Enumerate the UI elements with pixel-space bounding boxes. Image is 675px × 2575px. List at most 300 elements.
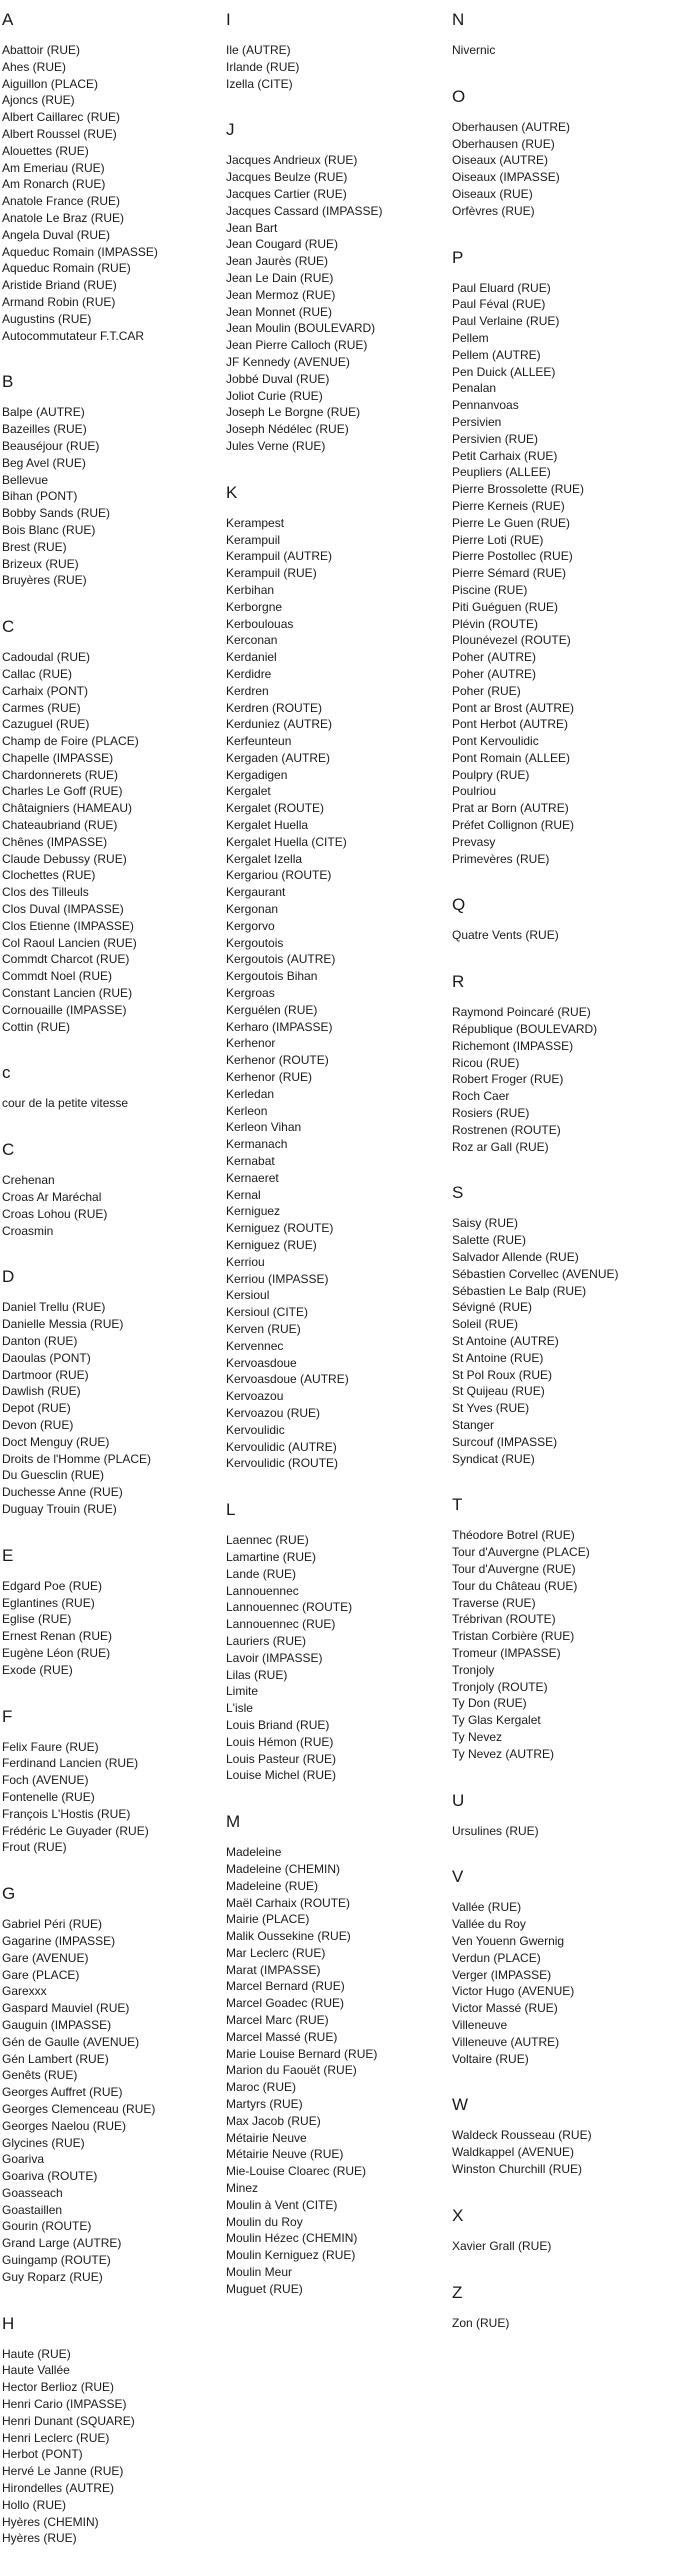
street-entry[interactable]: Jean Bart (226, 220, 278, 235)
street-entry[interactable]: Kerdaniel (226, 650, 277, 665)
street-entry[interactable]: Du Guesclin (RUE) (2, 1468, 105, 1483)
street-entry[interactable]: Herbot (PONT) (2, 2447, 83, 2462)
street-entry[interactable]: Kervennec (226, 1338, 284, 1353)
street-entry[interactable]: Hollo (RUE) (2, 2497, 67, 2512)
street-entry[interactable]: Joseph Le Borgne (RUE) (226, 405, 361, 420)
street-entry[interactable]: Kerdren (ROUTE) (226, 700, 323, 715)
street-entry[interactable]: Kervoazou (RUE) (226, 1405, 321, 1420)
street-entry[interactable]: Aiguillon (PLACE) (2, 76, 99, 91)
street-entry[interactable]: Soleil (RUE) (452, 1317, 519, 1332)
street-entry[interactable]: Beg Avel (RUE) (2, 455, 86, 470)
street-entry[interactable]: Jean Le Dain (RUE) (226, 270, 334, 285)
street-entry[interactable]: St Antoine (AUTRE) (452, 1334, 559, 1349)
street-entry[interactable]: Syndicat (RUE) (452, 1451, 535, 1466)
street-entry[interactable]: Kerampuil (AUTRE) (226, 549, 333, 564)
street-entry[interactable]: Lilas (RUE) (226, 1667, 288, 1682)
street-entry[interactable]: Oiseaux (AUTRE) (452, 153, 549, 168)
street-entry[interactable]: Fontenelle (RUE) (2, 1789, 95, 1804)
street-entry[interactable]: Henri Leclerc (RUE) (2, 2430, 110, 2445)
street-entry[interactable]: Xavier Grall (RUE) (452, 2238, 552, 2253)
street-entry[interactable]: Autocommutateur F.T.CAR (2, 328, 145, 343)
street-entry[interactable]: Kerniguez (RUE) (226, 1238, 317, 1252)
street-entry[interactable]: Brizeux (RUE) (2, 556, 79, 571)
street-entry[interactable]: Persivien (452, 414, 502, 429)
street-entry[interactable]: Pen Duick (ALLEE) (452, 364, 556, 379)
street-entry[interactable]: Victor Massé (RUE) (452, 2001, 558, 2016)
street-entry[interactable]: Albert Roussel (RUE) (2, 126, 117, 141)
street-entry[interactable]: Glycines (RUE) (2, 2135, 85, 2150)
street-entry[interactable]: Georges Clemenceau (RUE) (2, 2101, 156, 2116)
street-entry[interactable]: Bazeilles (RUE) (2, 422, 87, 437)
street-entry[interactable]: Moulin du Roy (226, 2214, 303, 2229)
street-entry[interactable]: Surcouf (IMPASSE) (452, 1434, 558, 1449)
street-entry[interactable]: Kergoutois (AUTRE) (226, 952, 336, 967)
street-entry[interactable]: Balpe (AUTRE) (2, 405, 85, 420)
street-entry[interactable]: Joliot Curie (RUE) (226, 388, 323, 403)
street-entry[interactable]: Moulin Hézec (CHEMIN) (226, 2231, 358, 2246)
street-entry[interactable]: Kerampuil (226, 532, 281, 547)
street-entry[interactable]: Charles Le Goff (RUE) (2, 784, 123, 799)
street-entry[interactable]: Kergonan (226, 902, 279, 917)
street-entry[interactable]: Villeneuve (AUTRE) (452, 2034, 560, 2049)
street-entry[interactable]: Kerharo (IMPASSE) (226, 1019, 333, 1034)
street-entry[interactable]: St Pol Roux (RUE) (452, 1367, 553, 1382)
street-entry[interactable]: Doct Menguy (RUE) (2, 1434, 110, 1449)
street-entry[interactable]: Daniel Trellu (RUE) (2, 1300, 106, 1315)
street-entry[interactable]: Foch (AVENUE) (2, 1773, 89, 1788)
street-entry[interactable]: Paul Verlaine (RUE) (452, 314, 560, 329)
street-entry[interactable]: Georges Auffret (RUE) (2, 2085, 123, 2100)
street-entry[interactable]: Kervoasdoue (226, 1355, 297, 1370)
street-entry[interactable]: Col Raoul Lancien (RUE) (2, 935, 137, 950)
street-entry[interactable]: Lamartine (RUE) (226, 1549, 317, 1564)
street-entry[interactable]: Jean Cougard (RUE) (226, 237, 339, 252)
street-entry[interactable]: Moulin à Vent (CITE) (226, 2197, 338, 2212)
street-entry[interactable]: L'isle (226, 1701, 253, 1716)
street-entry[interactable]: Ursulines (RUE) (452, 1823, 539, 1838)
street-entry[interactable]: Paul Féval (RUE) (452, 297, 546, 312)
street-entry[interactable]: Pierre Postollec (RUE) (452, 549, 573, 564)
street-entry[interactable]: Kerbihan (226, 582, 275, 597)
street-entry[interactable]: Carhaix (PONT) (2, 683, 89, 698)
street-entry[interactable]: Kermanach (226, 1137, 288, 1152)
street-entry[interactable]: Moulin Kerniguez (RUE) (226, 2248, 356, 2263)
street-entry[interactable]: Jean Jaurès (RUE) (226, 254, 329, 269)
street-entry[interactable]: Oiseaux (RUE) (452, 186, 533, 201)
street-entry[interactable]: Pont ar Brost (AUTRE) (452, 700, 575, 715)
street-entry[interactable]: Pierre Kerneis (RUE) (452, 498, 565, 513)
street-entry[interactable]: Oiseaux (IMPASSE) (452, 170, 560, 185)
street-entry[interactable]: Vallée du Roy (452, 1917, 526, 1932)
street-entry[interactable]: Lannouennec (226, 1583, 299, 1598)
street-entry[interactable]: Gare (PLACE) (2, 1967, 80, 1982)
street-entry[interactable]: Callac (RUE) (2, 666, 73, 681)
street-entry[interactable]: Tristan Corbière (RUE) (452, 1629, 575, 1644)
street-entry[interactable]: Max Jacob (RUE) (226, 2113, 321, 2128)
street-entry[interactable]: Louis Pasteur (RUE) (226, 1751, 337, 1766)
street-entry[interactable]: Eglantines (RUE) (2, 1595, 95, 1610)
street-entry[interactable]: Exode (RUE) (2, 1662, 73, 1677)
street-entry[interactable]: Sébastien Le Balp (RUE) (452, 1283, 587, 1298)
street-entry[interactable]: Tour du Château (RUE) (452, 1578, 578, 1593)
street-entry[interactable]: Châtaigniers (HAMEAU) (2, 801, 133, 816)
street-entry[interactable]: Henri Dunant (SQUARE) (2, 2413, 135, 2428)
street-entry[interactable]: Kerconan (226, 633, 278, 648)
street-entry[interactable]: Métairie Neuve (226, 2130, 307, 2145)
street-entry[interactable]: Pont Romain (ALLEE) (452, 750, 571, 765)
street-entry[interactable]: Louis Briand (RUE) (226, 1717, 330, 1732)
street-entry[interactable]: Jules Verne (RUE) (226, 438, 326, 453)
street-entry[interactable]: Kergalet (226, 784, 271, 799)
street-entry[interactable]: Ty Nevez (AUTRE) (452, 1746, 555, 1761)
street-entry[interactable]: Moulin Meur (226, 2265, 293, 2280)
street-entry[interactable]: Bobby Sands (RUE) (2, 506, 111, 521)
street-entry[interactable]: Roch Caer (452, 1089, 510, 1104)
street-entry[interactable]: Roz ar Gall (RUE) (452, 1139, 549, 1154)
street-entry[interactable]: Carmes (RUE) (2, 700, 81, 715)
street-entry[interactable]: Gén Lambert (RUE) (2, 2051, 109, 2066)
street-entry[interactable]: Alouettes (RUE) (2, 143, 89, 158)
street-entry[interactable]: Kergorvo (226, 918, 275, 933)
street-entry[interactable]: Cadoudal (RUE) (2, 650, 91, 665)
street-entry[interactable]: Madeleine (CHEMIN) (226, 1861, 341, 1876)
street-entry[interactable]: Kergroas (226, 986, 275, 1001)
street-entry[interactable]: Kerhenor (226, 1036, 276, 1051)
street-entry[interactable]: Croas Lohou (RUE) (2, 1206, 108, 1221)
street-entry[interactable]: Jobbé Duval (RUE) (226, 371, 330, 386)
street-entry[interactable]: Kerleon (226, 1103, 268, 1118)
street-entry[interactable]: Kerampuil (RUE) (226, 566, 317, 581)
street-entry[interactable]: Oberhausen (RUE) (452, 136, 555, 151)
street-entry[interactable]: Mie-Louise Cloarec (RUE) (226, 2164, 367, 2179)
street-entry[interactable]: Croas Ar Maréchal (2, 1190, 102, 1205)
street-entry[interactable]: Tour d'Auvergne (PLACE) (452, 1545, 590, 1560)
street-entry[interactable]: Dawlish (RUE) (2, 1384, 81, 1399)
street-entry[interactable]: Kervoulidic (ROUTE) (226, 1456, 339, 1471)
street-entry[interactable]: Primevères (RUE) (452, 851, 550, 866)
street-entry[interactable]: Kergadigen (226, 767, 288, 782)
street-entry[interactable]: Pellem (452, 330, 489, 345)
street-entry[interactable]: Muguet (RUE) (226, 2281, 303, 2296)
street-entry[interactable]: Winston Churchill (RUE) (452, 2161, 583, 2176)
street-entry[interactable]: Kerledan (226, 1086, 275, 1101)
street-entry[interactable]: Brest (RUE) (2, 539, 67, 554)
street-entry[interactable]: Gagarine (IMPASSE) (2, 1933, 116, 1948)
street-entry[interactable]: Kergariou (ROUTE) (226, 868, 332, 883)
street-entry[interactable]: Aqueduc Romain (IMPASSE) (2, 244, 158, 259)
street-entry[interactable]: Kergalet Huella (CITE) (226, 834, 347, 849)
street-entry[interactable]: Lannouennec (ROUTE) (226, 1600, 353, 1615)
street-entry[interactable]: Pierre Le Guen (RUE) (452, 515, 571, 530)
street-entry[interactable]: Waldkappel (AVENUE) (452, 2145, 575, 2160)
street-entry[interactable]: Guy Roparz (RUE) (2, 2269, 103, 2284)
street-entry[interactable]: Trébrivan (ROUTE) (452, 1612, 556, 1627)
street-entry[interactable]: Ferdinand Lancien (RUE) (2, 1756, 139, 1771)
street-entry[interactable]: Ty Don (RUE) (452, 1696, 527, 1711)
street-entry[interactable]: Gén de Gaulle (AVENUE) (2, 2034, 140, 2049)
street-entry[interactable]: Clochettes (RUE) (2, 868, 96, 883)
street-entry[interactable]: Sébastien Corvellec (AVENUE) (452, 1266, 619, 1281)
street-entry[interactable]: Waldeck Rousseau (RUE) (452, 2128, 592, 2143)
street-entry[interactable]: Marion du Faouët (RUE) (226, 2063, 357, 2078)
street-entry[interactable]: Nivernic (452, 43, 496, 57)
street-entry[interactable]: Duchesse Anne (RUE) (2, 1485, 123, 1500)
street-entry[interactable]: Garexxx (2, 1984, 47, 1999)
street-entry[interactable]: Vallée (RUE) (452, 1900, 522, 1915)
street-entry[interactable]: Frout (RUE) (2, 1840, 67, 1855)
street-entry[interactable]: Constant Lancien (RUE) (2, 986, 133, 1001)
street-entry[interactable]: Cazuguel (RUE) (2, 717, 90, 732)
street-entry[interactable]: Chardonnerets (RUE) (2, 767, 119, 782)
street-entry[interactable]: Jean Pierre Calloch (RUE) (226, 338, 368, 353)
street-entry[interactable]: Commdt Charcot (RUE) (2, 952, 130, 967)
street-entry[interactable]: Bois Blanc (RUE) (2, 522, 96, 537)
street-entry[interactable]: Ile (AUTRE) (226, 43, 291, 57)
street-entry[interactable]: Ahes (RUE) (2, 59, 67, 74)
street-entry[interactable]: Pierre Loti (RUE) (452, 532, 544, 547)
street-entry[interactable]: Kerdren (226, 683, 269, 698)
street-entry[interactable]: Bruyères (RUE) (2, 573, 87, 588)
street-entry[interactable]: Depot (RUE) (2, 1401, 71, 1416)
street-entry[interactable]: République (BOULEVARD) (452, 1022, 598, 1037)
street-entry[interactable]: Kerleon Vihan (226, 1120, 302, 1135)
street-entry[interactable]: Kernabat (226, 1154, 275, 1169)
street-entry[interactable]: Hervé Le Janne (RUE) (2, 2464, 124, 2479)
street-entry[interactable]: Jacques Andrieux (RUE) (226, 153, 358, 168)
street-entry[interactable]: Gaspard Mauviel (RUE) (2, 2001, 130, 2016)
street-entry[interactable]: Verger (IMPASSE) (452, 1967, 552, 1982)
street-entry[interactable]: Albert Caillarec (RUE) (2, 110, 121, 125)
street-entry[interactable]: cour de la petite vitesse (2, 1096, 129, 1111)
street-entry[interactable]: Préfet Collignon (RUE) (452, 818, 575, 833)
street-entry[interactable]: Jean Mermoz (RUE) (226, 287, 336, 302)
street-entry[interactable]: Frédéric Le Guyader (RUE) (2, 1823, 149, 1838)
street-entry[interactable]: Rosiers (RUE) (452, 1106, 530, 1121)
street-entry[interactable]: Kersioul (226, 1288, 270, 1303)
street-entry[interactable]: Angela Duval (RUE) (2, 227, 111, 242)
street-entry[interactable]: Tronjoly (ROUTE) (452, 1679, 548, 1694)
street-entry[interactable]: Aristide Briand (RUE) (2, 278, 117, 293)
street-entry[interactable]: Kerdidre (226, 666, 272, 681)
street-entry[interactable]: Martyrs (RUE) (226, 2097, 303, 2112)
street-entry[interactable]: Dartmoor (RUE) (2, 1367, 89, 1382)
street-entry[interactable]: Am Emeriau (RUE) (2, 160, 105, 175)
street-entry[interactable]: Quatre Vents (RUE) (452, 928, 559, 943)
street-entry[interactable]: Pierre Brossolette (RUE) (452, 482, 585, 497)
street-entry[interactable]: Laennec (RUE) (226, 1533, 309, 1548)
street-entry[interactable]: Lauriers (RUE) (226, 1633, 307, 1648)
street-entry[interactable]: François L'Hostis (RUE) (2, 1806, 131, 1821)
street-entry[interactable]: Stanger (452, 1418, 495, 1432)
street-entry[interactable]: Kergalet Izella (226, 851, 303, 866)
street-entry[interactable]: Duguay Trouin (RUE) (2, 1501, 117, 1516)
street-entry[interactable]: Victor Hugo (AVENUE) (452, 1984, 575, 1999)
street-entry[interactable]: Poher (RUE) (452, 683, 521, 698)
street-entry[interactable]: Danielle Messia (RUE) (2, 1317, 124, 1332)
street-entry[interactable]: Daoulas (PONT) (2, 1350, 91, 1365)
street-entry[interactable]: Verdun (PLACE) (452, 1950, 541, 1965)
street-entry[interactable]: Tromeur (IMPASSE) (452, 1645, 561, 1660)
street-entry[interactable]: Tour d'Auvergne (RUE) (452, 1561, 576, 1576)
street-entry[interactable]: Ricou (RUE) (452, 1055, 520, 1070)
street-entry[interactable]: Lannouennec (RUE) (226, 1617, 336, 1632)
street-entry[interactable]: Kergaden (AUTRE) (226, 750, 331, 765)
street-entry[interactable]: Marcel Marc (RUE) (226, 2013, 329, 2028)
street-entry[interactable]: Grand Large (AUTRE) (2, 2236, 122, 2251)
street-entry[interactable]: Marcel Massé (RUE) (226, 2029, 338, 2044)
street-entry[interactable]: Izella (CITE) (226, 76, 293, 91)
street-entry[interactable]: Haute (RUE) (2, 2346, 71, 2361)
street-entry[interactable]: Irlande (RUE) (226, 59, 300, 74)
street-entry[interactable]: Goastaillen (2, 2202, 63, 2217)
street-entry[interactable]: Droits de l'Homme (PLACE) (2, 1451, 151, 1466)
street-entry[interactable]: Kergoutois (226, 935, 284, 950)
street-entry[interactable]: Beauséjour (RUE) (2, 438, 100, 453)
street-entry[interactable]: Pont Herbot (AUTRE) (452, 717, 569, 732)
street-entry[interactable]: Limite (226, 1684, 259, 1699)
street-entry[interactable]: Poher (AUTRE) (452, 666, 537, 681)
street-entry[interactable]: Hirondelles (AUTRE) (2, 2481, 115, 2496)
street-entry[interactable]: Mar Leclerc (RUE) (226, 1945, 326, 1960)
street-entry[interactable]: Jean Moulin (BOULEVARD) (226, 321, 376, 336)
street-entry[interactable]: Ty Nevez (452, 1729, 503, 1744)
street-entry[interactable]: Madeleine (RUE) (226, 1878, 319, 1893)
street-entry[interactable]: Hyères (RUE) (2, 2531, 77, 2546)
street-entry[interactable]: Maël Carhaix (ROUTE) (226, 1895, 351, 1910)
street-entry[interactable]: Plévin (ROUTE) (452, 616, 539, 631)
street-entry[interactable]: Penalan (452, 381, 497, 396)
street-entry[interactable]: Marcel Goadec (RUE) (226, 1996, 345, 2011)
street-entry[interactable]: Kerriou (226, 1254, 265, 1269)
street-entry[interactable]: Ajoncs (RUE) (2, 93, 75, 108)
street-entry[interactable]: St Antoine (RUE) (452, 1350, 544, 1365)
street-entry[interactable]: Cornouaille (IMPASSE) (2, 1002, 127, 1017)
street-entry[interactable]: Goariva (2, 2152, 45, 2167)
street-entry[interactable]: Anatole Le Braz (RUE) (2, 210, 125, 225)
street-entry[interactable]: Kergalet (ROUTE) (226, 801, 325, 816)
street-entry[interactable]: Poher (AUTRE) (452, 650, 537, 665)
street-entry[interactable]: Malik Oussekine (RUE) (226, 1929, 351, 1944)
street-entry[interactable]: Kergalet Huella (226, 818, 309, 833)
street-entry[interactable]: Poulriou (452, 784, 497, 799)
street-entry[interactable]: Kervoasdoue (AUTRE) (226, 1372, 349, 1387)
street-entry[interactable]: Marat (IMPASSE) (226, 1962, 321, 1977)
street-entry[interactable]: Cottin (RUE) (2, 1019, 71, 1034)
street-entry[interactable]: Plounévezel (ROUTE) (452, 633, 571, 648)
street-entry[interactable]: Pellem (AUTRE) (452, 347, 541, 362)
street-entry[interactable]: Guingamp (ROUTE) (2, 2253, 111, 2268)
street-entry[interactable]: Villeneuve (452, 2017, 508, 2032)
street-entry[interactable]: Edgard Poe (RUE) (2, 1578, 103, 1593)
street-entry[interactable]: Champ de Foire (PLACE) (2, 734, 139, 749)
street-entry[interactable]: Am Ronarch (RUE) (2, 177, 106, 192)
street-entry[interactable]: Eugène Léon (RUE) (2, 1645, 111, 1660)
street-entry[interactable]: Tronjoly (452, 1662, 495, 1677)
street-entry[interactable]: Peupliers (ALLEE) (452, 465, 551, 480)
street-entry[interactable]: Jean Monnet (RUE) (226, 304, 333, 319)
street-entry[interactable]: St Quijeau (RUE) (452, 1384, 545, 1399)
street-entry[interactable]: Madeleine (226, 1845, 282, 1860)
street-entry[interactable]: Felix Faure (RUE) (2, 1739, 99, 1754)
street-entry[interactable]: Jacques Cassard (IMPASSE) (226, 203, 383, 218)
street-entry[interactable]: Kersioul (CITE) (226, 1305, 309, 1320)
street-entry[interactable]: Maroc (RUE) (226, 2080, 297, 2095)
street-entry[interactable]: Marie Louise Bernard (RUE) (226, 2046, 378, 2061)
street-entry[interactable]: Henri Cario (IMPASSE) (2, 2397, 127, 2412)
street-entry[interactable]: Ty Glas Kergalet (452, 1713, 541, 1728)
street-entry[interactable]: Pierre Sémard (RUE) (452, 566, 567, 581)
street-entry[interactable]: Abattoir (RUE) (2, 43, 81, 57)
street-entry[interactable]: Georges Naelou (RUE) (2, 2118, 127, 2133)
street-entry[interactable]: Croasmin (2, 1223, 54, 1238)
street-entry[interactable]: Kervoulidic (AUTRE) (226, 1439, 337, 1454)
street-entry[interactable]: Théodore Botrel (RUE) (452, 1528, 575, 1543)
street-entry[interactable]: Genêts (RUE) (2, 2068, 78, 2083)
street-entry[interactable]: Orfèvres (RUE) (452, 203, 535, 218)
street-entry[interactable]: Salette (RUE) (452, 1233, 527, 1248)
street-entry[interactable]: Jacques Beulze (RUE) (226, 170, 348, 185)
street-entry[interactable]: Marcel Bernard (RUE) (226, 1979, 345, 1994)
street-entry[interactable]: Anatole France (RUE) (2, 194, 121, 209)
street-entry[interactable]: Danton (RUE) (2, 1334, 78, 1349)
street-entry[interactable]: Kerhenor (RUE) (226, 1070, 313, 1085)
street-entry[interactable]: Salvador Allende (RUE) (452, 1250, 579, 1265)
street-entry[interactable]: Sévigné (RUE) (452, 1300, 533, 1315)
street-entry[interactable]: Piti Guéguen (RUE) (452, 599, 559, 614)
street-entry[interactable]: JF Kennedy (AVENUE) (226, 354, 350, 369)
street-entry[interactable]: Aqueduc Romain (RUE) (2, 261, 131, 276)
street-entry[interactable]: Commdt Noel (RUE) (2, 969, 113, 984)
street-entry[interactable]: Devon (RUE) (2, 1418, 74, 1432)
street-entry[interactable]: Zon (RUE) (452, 2315, 510, 2330)
street-entry[interactable]: Kergoutois Bihan (226, 969, 318, 984)
street-entry[interactable]: Persivien (RUE) (452, 431, 539, 446)
street-entry[interactable]: Eglise (RUE) (2, 1612, 72, 1627)
street-entry[interactable]: Bellevue (2, 472, 49, 487)
street-entry[interactable]: Armand Robin (RUE) (2, 294, 116, 309)
street-entry[interactable]: Louis Hémon (RUE) (226, 1734, 334, 1749)
street-entry[interactable]: Prat ar Born (AUTRE) (452, 801, 569, 816)
street-entry[interactable]: Lande (RUE) (226, 1566, 297, 1581)
street-entry[interactable]: Kervoazou (226, 1389, 284, 1404)
street-entry[interactable]: Piscine (RUE) (452, 582, 528, 597)
street-entry[interactable]: Louise Michel (RUE) (226, 1768, 337, 1783)
street-entry[interactable]: Jacques Cartier (RUE) (226, 186, 347, 201)
street-entry[interactable]: Clos Duval (IMPASSE) (2, 902, 124, 917)
street-entry[interactable]: Hector Berlioz (RUE) (2, 2380, 115, 2395)
street-entry[interactable]: Kerampest (226, 515, 285, 530)
street-entry[interactable]: Haute Vallée (2, 2363, 70, 2378)
street-entry[interactable]: Kernaeret (226, 1170, 279, 1185)
street-entry[interactable]: Goariva (ROUTE) (2, 2169, 98, 2184)
street-entry[interactable]: Rostrenen (ROUTE) (452, 1122, 561, 1137)
street-entry[interactable]: Voltaire (RUE) (452, 2051, 529, 2066)
street-entry[interactable]: Kerborgne (226, 599, 283, 614)
street-entry[interactable]: Kerguélen (RUE) (226, 1002, 318, 1017)
street-entry[interactable]: Pont Kervoulidic (452, 734, 539, 749)
street-entry[interactable]: Gare (AVENUE) (2, 1950, 89, 1965)
street-entry[interactable]: Goasseach (2, 2185, 63, 2200)
street-entry[interactable]: Kerfeunteun (226, 734, 292, 749)
street-entry[interactable]: Chênes (IMPASSE) (2, 834, 108, 849)
street-entry[interactable]: Kerven (RUE) (226, 1321, 301, 1336)
street-entry[interactable]: Poulpry (RUE) (452, 767, 530, 782)
street-entry[interactable]: Kernal (226, 1187, 261, 1202)
street-entry[interactable]: Gabriel Péri (RUE) (2, 1917, 103, 1932)
street-entry[interactable]: Kergaurant (226, 885, 286, 900)
street-entry[interactable]: Petit Carhaix (RUE) (452, 448, 558, 463)
street-entry[interactable]: Chateaubriand (RUE) (2, 818, 118, 833)
